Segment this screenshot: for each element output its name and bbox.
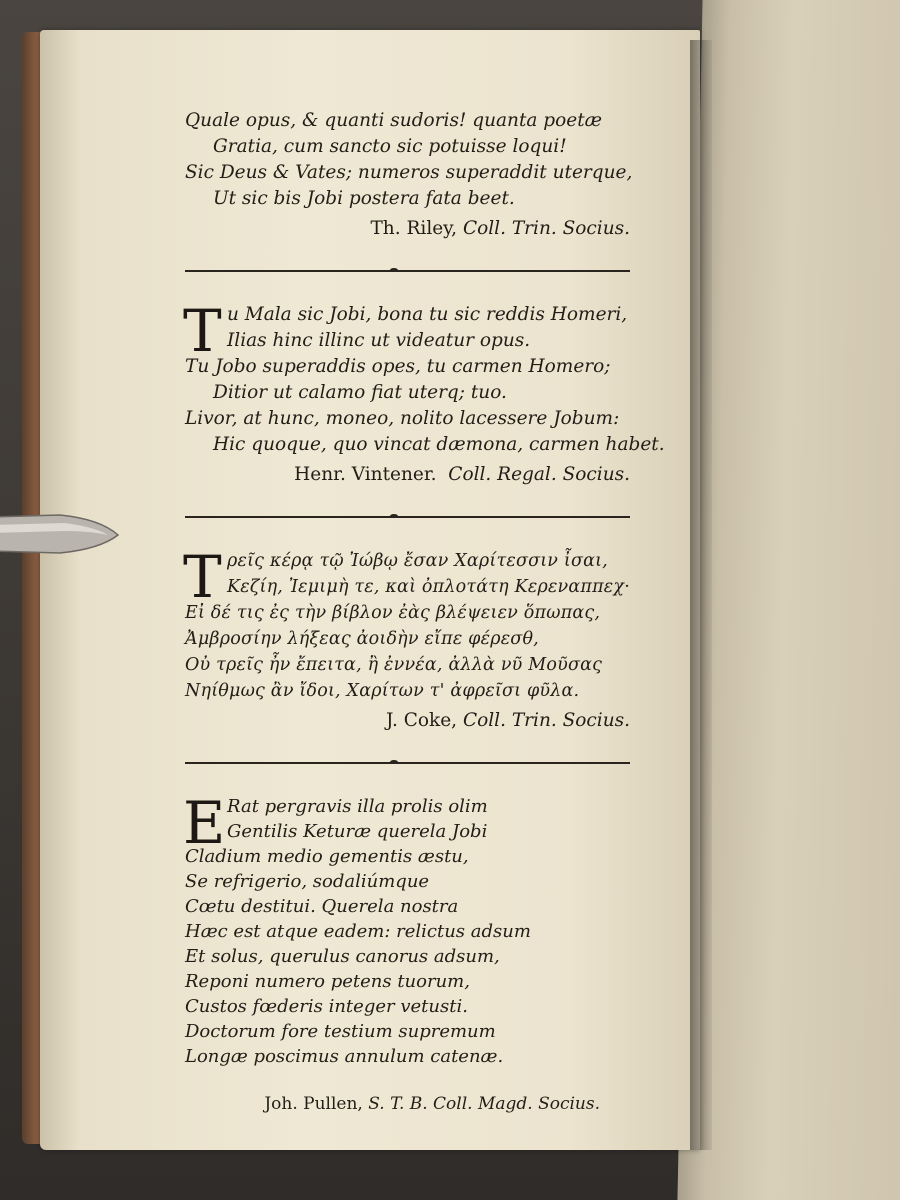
- signature-affiliation: Coll. Regal. Socius.: [448, 464, 630, 485]
- verse-line: Custos fœderis integer vetusti.: [185, 996, 468, 1017]
- divider-rule: [185, 270, 630, 272]
- verse-line: ρεῖς κέρᾳ τῷ Ἰώβῳ ἔσαν Χαρίτεσσιν ἶσαι,: [227, 551, 608, 571]
- signature: [185, 216, 630, 242]
- verse-line: Ditior ut calamo fiat uterq; tuo.: [213, 382, 507, 403]
- signature-name: Th. Riley,: [370, 218, 458, 239]
- verse-line: Se refrigerio, sodaliúmque: [185, 871, 430, 892]
- verse-line: Reponi numero petens tuorum,: [185, 971, 470, 992]
- signature-name: Henr. Vintener.: [294, 464, 437, 485]
- poem-4: [183, 789, 630, 1117]
- poem-3-greek: [183, 543, 630, 734]
- metal-pointer-icon: [0, 505, 125, 563]
- poem-2: [183, 297, 665, 488]
- signature-name: J. Coke,: [385, 710, 458, 731]
- verse-line: Εἰ δέ τις ἐς τὴν βίβλον ἐὰς βλέψειεν ὅπωπας,: [185, 603, 601, 623]
- verse-line: Livor, at hunc, moneo, nolito lacessere Jobum:: [185, 408, 620, 429]
- verse-line: Ilias hinc illinc ut videatur opus.: [227, 330, 531, 351]
- verse-line: Longæ poscimus annulum catenæ.: [185, 1046, 504, 1067]
- verse-line: Gratia, cum sancto sic potuisse loqui!: [213, 136, 567, 157]
- verse-line: Hic quoque, quo vincat dæmona, carmen habet.: [213, 434, 665, 455]
- verse-line: Ἀμβροσίην λήξεας ἀοιδὴν εἴπε φέρεσθ,: [185, 629, 539, 649]
- verse-line: Κεζίη, Ἰεμιμὴ τε, καὶ ὀπλοτάτη Κερεναππεχ·: [227, 577, 630, 597]
- verse-line: Gentilis Keturæ querela Jobi: [227, 821, 488, 842]
- drop-cap: T: [183, 297, 222, 365]
- divider-rule: [185, 516, 630, 518]
- page-gutter-shadow: [690, 40, 712, 1150]
- verse-line: Rat pergravis illa prolis olim: [227, 796, 488, 817]
- verse-line: Cladium medio gementis æstu,: [185, 846, 469, 867]
- divider-rule: [185, 762, 630, 764]
- signature: [185, 1091, 630, 1117]
- verse-line: u Mala sic Jobi, bona tu sic reddis Homeri,: [227, 304, 628, 325]
- signature: [185, 462, 630, 488]
- signature-name: Joh. Pullen,: [264, 1094, 363, 1114]
- verse-line: Sic Deus & Vates; numeros superaddit uterque,: [185, 162, 633, 183]
- signature-affiliation: S. T. B. Coll. Magd. Socius.: [368, 1094, 600, 1114]
- signature-affiliation: Coll. Trin. Socius.: [462, 218, 630, 239]
- poem-1: [185, 108, 633, 242]
- drop-cap: T: [183, 543, 222, 611]
- verse-line: Οὐ τρεῖς ἦν ἔπειτα, ἢ ἐννέα, ἀλλὰ νῦ Μοῦσας: [185, 655, 603, 675]
- text-block: [183, 108, 665, 1117]
- verse-line: Cœtu destitui. Querela nostra: [185, 896, 459, 917]
- drop-cap: E: [183, 789, 226, 857]
- verse-line: Ut sic bis Jobi postera fata beet.: [213, 188, 515, 209]
- verse-line: Quale opus, & quanti sudoris! quanta poetæ: [185, 110, 603, 131]
- verse-line: Et solus, querulus canorus adsum,: [185, 946, 500, 967]
- verse-line: Doctorum fore testium supremum: [185, 1021, 496, 1042]
- signature-affiliation: Coll. Trin. Socius.: [462, 710, 630, 731]
- signature: [185, 708, 630, 734]
- verse-line: Hæc est atque eadem: relictus adsum: [185, 921, 531, 942]
- verse-line: Νηίθμως ἂν ἴδοι, Χαρίτων τ' ἀφρεῖσι φῦλα.: [185, 681, 580, 701]
- verse-line: Tu Jobo superaddis opes, tu carmen Homero;: [185, 356, 611, 377]
